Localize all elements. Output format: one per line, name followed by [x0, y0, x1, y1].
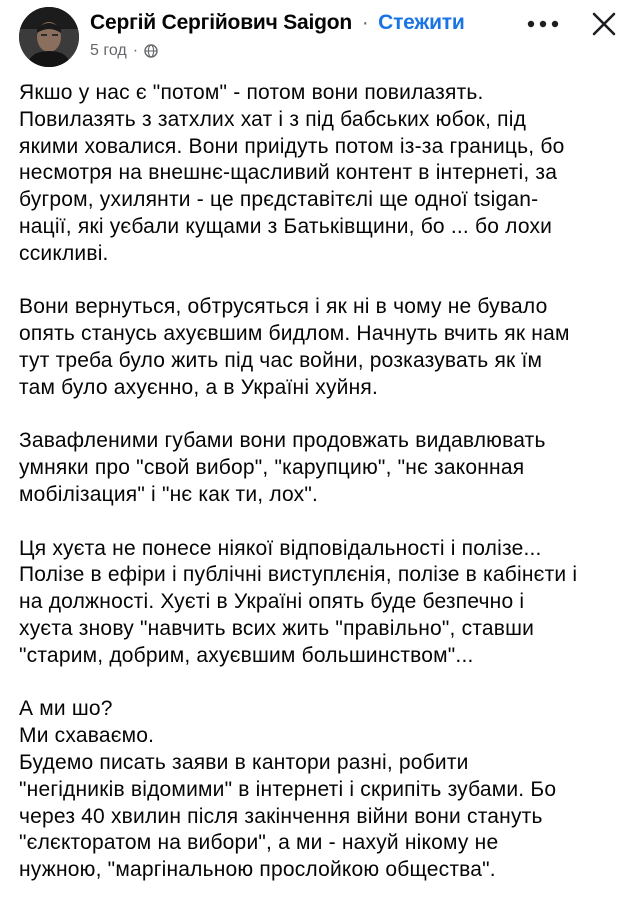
post-paragraph: Ця хуєта не понесе ніякої відповідальності і полізе... Полізе в ефіри і публічні виступлєнія, полізе в кабінєти і на должності. Хуєті в Україні опять буде безпечно і хуєта знову "навчить всих жить "правільно", ставши "старим, добрим, ахуєвшим большинством"... [19, 536, 578, 667]
post-paragraph: Якшо у нас є "потом" - потом вони повилазять. Повилазять з затхлих хат і з під бабських юбок, під якими ховалися. Вони приідуть потом із-за границь, бо несмотря на внешнє-щасливий контент в інтернеті, за бугром, ухилянти - це прєдставітєлі ще одної tsigan- нації, які уєбали кущами з Батьківщини, бо ... бо лохи ссикливі. [19, 81, 565, 265]
globe-icon[interactable] [144, 44, 158, 58]
post-time[interactable]: 5 год [90, 42, 127, 59]
post-body [19, 80, 619, 911]
more-options-icon[interactable] [526, 16, 560, 32]
meta-separator: · [132, 42, 139, 59]
follow-button[interactable]: Стежити [378, 11, 465, 34]
author-separator: · [361, 11, 369, 34]
post-meta [90, 42, 158, 60]
author-line [90, 11, 465, 35]
post-paragraph: Вони вернуться, обтрусяться і як ні в чому не бувало опять станусь ахуєвшим бидлом. Начнуть вчить як нам тут треба було жить під час войни, розказувать як їм там було ахуєнно, а в Україні хуйня. [19, 295, 570, 399]
avatar-image [19, 7, 79, 67]
avatar[interactable] [19, 7, 79, 67]
post-paragraph: А ми шо? Ми схаваємо. Будемо писать заяви в кантори разні, робити "негідників відомими" в інтернеті і скрипіть зубами. Бо через 40 хвилин після закінчення війни вони стануть "єлєкторатом на вибори", а ми - нахуй нікому не нужною, "маргінальною прослойкою общества". [19, 697, 557, 882]
close-icon[interactable] [590, 10, 618, 38]
post-header [0, 0, 626, 80]
author-name[interactable]: Сергій Сергійович Saigon [90, 11, 353, 34]
post-paragraph: Завафленими губами вони продовжать видавлювать умняки про "свой вибор", "карупцию", "нє законная мобілізация" і "нє как ти, лох". [19, 429, 546, 506]
